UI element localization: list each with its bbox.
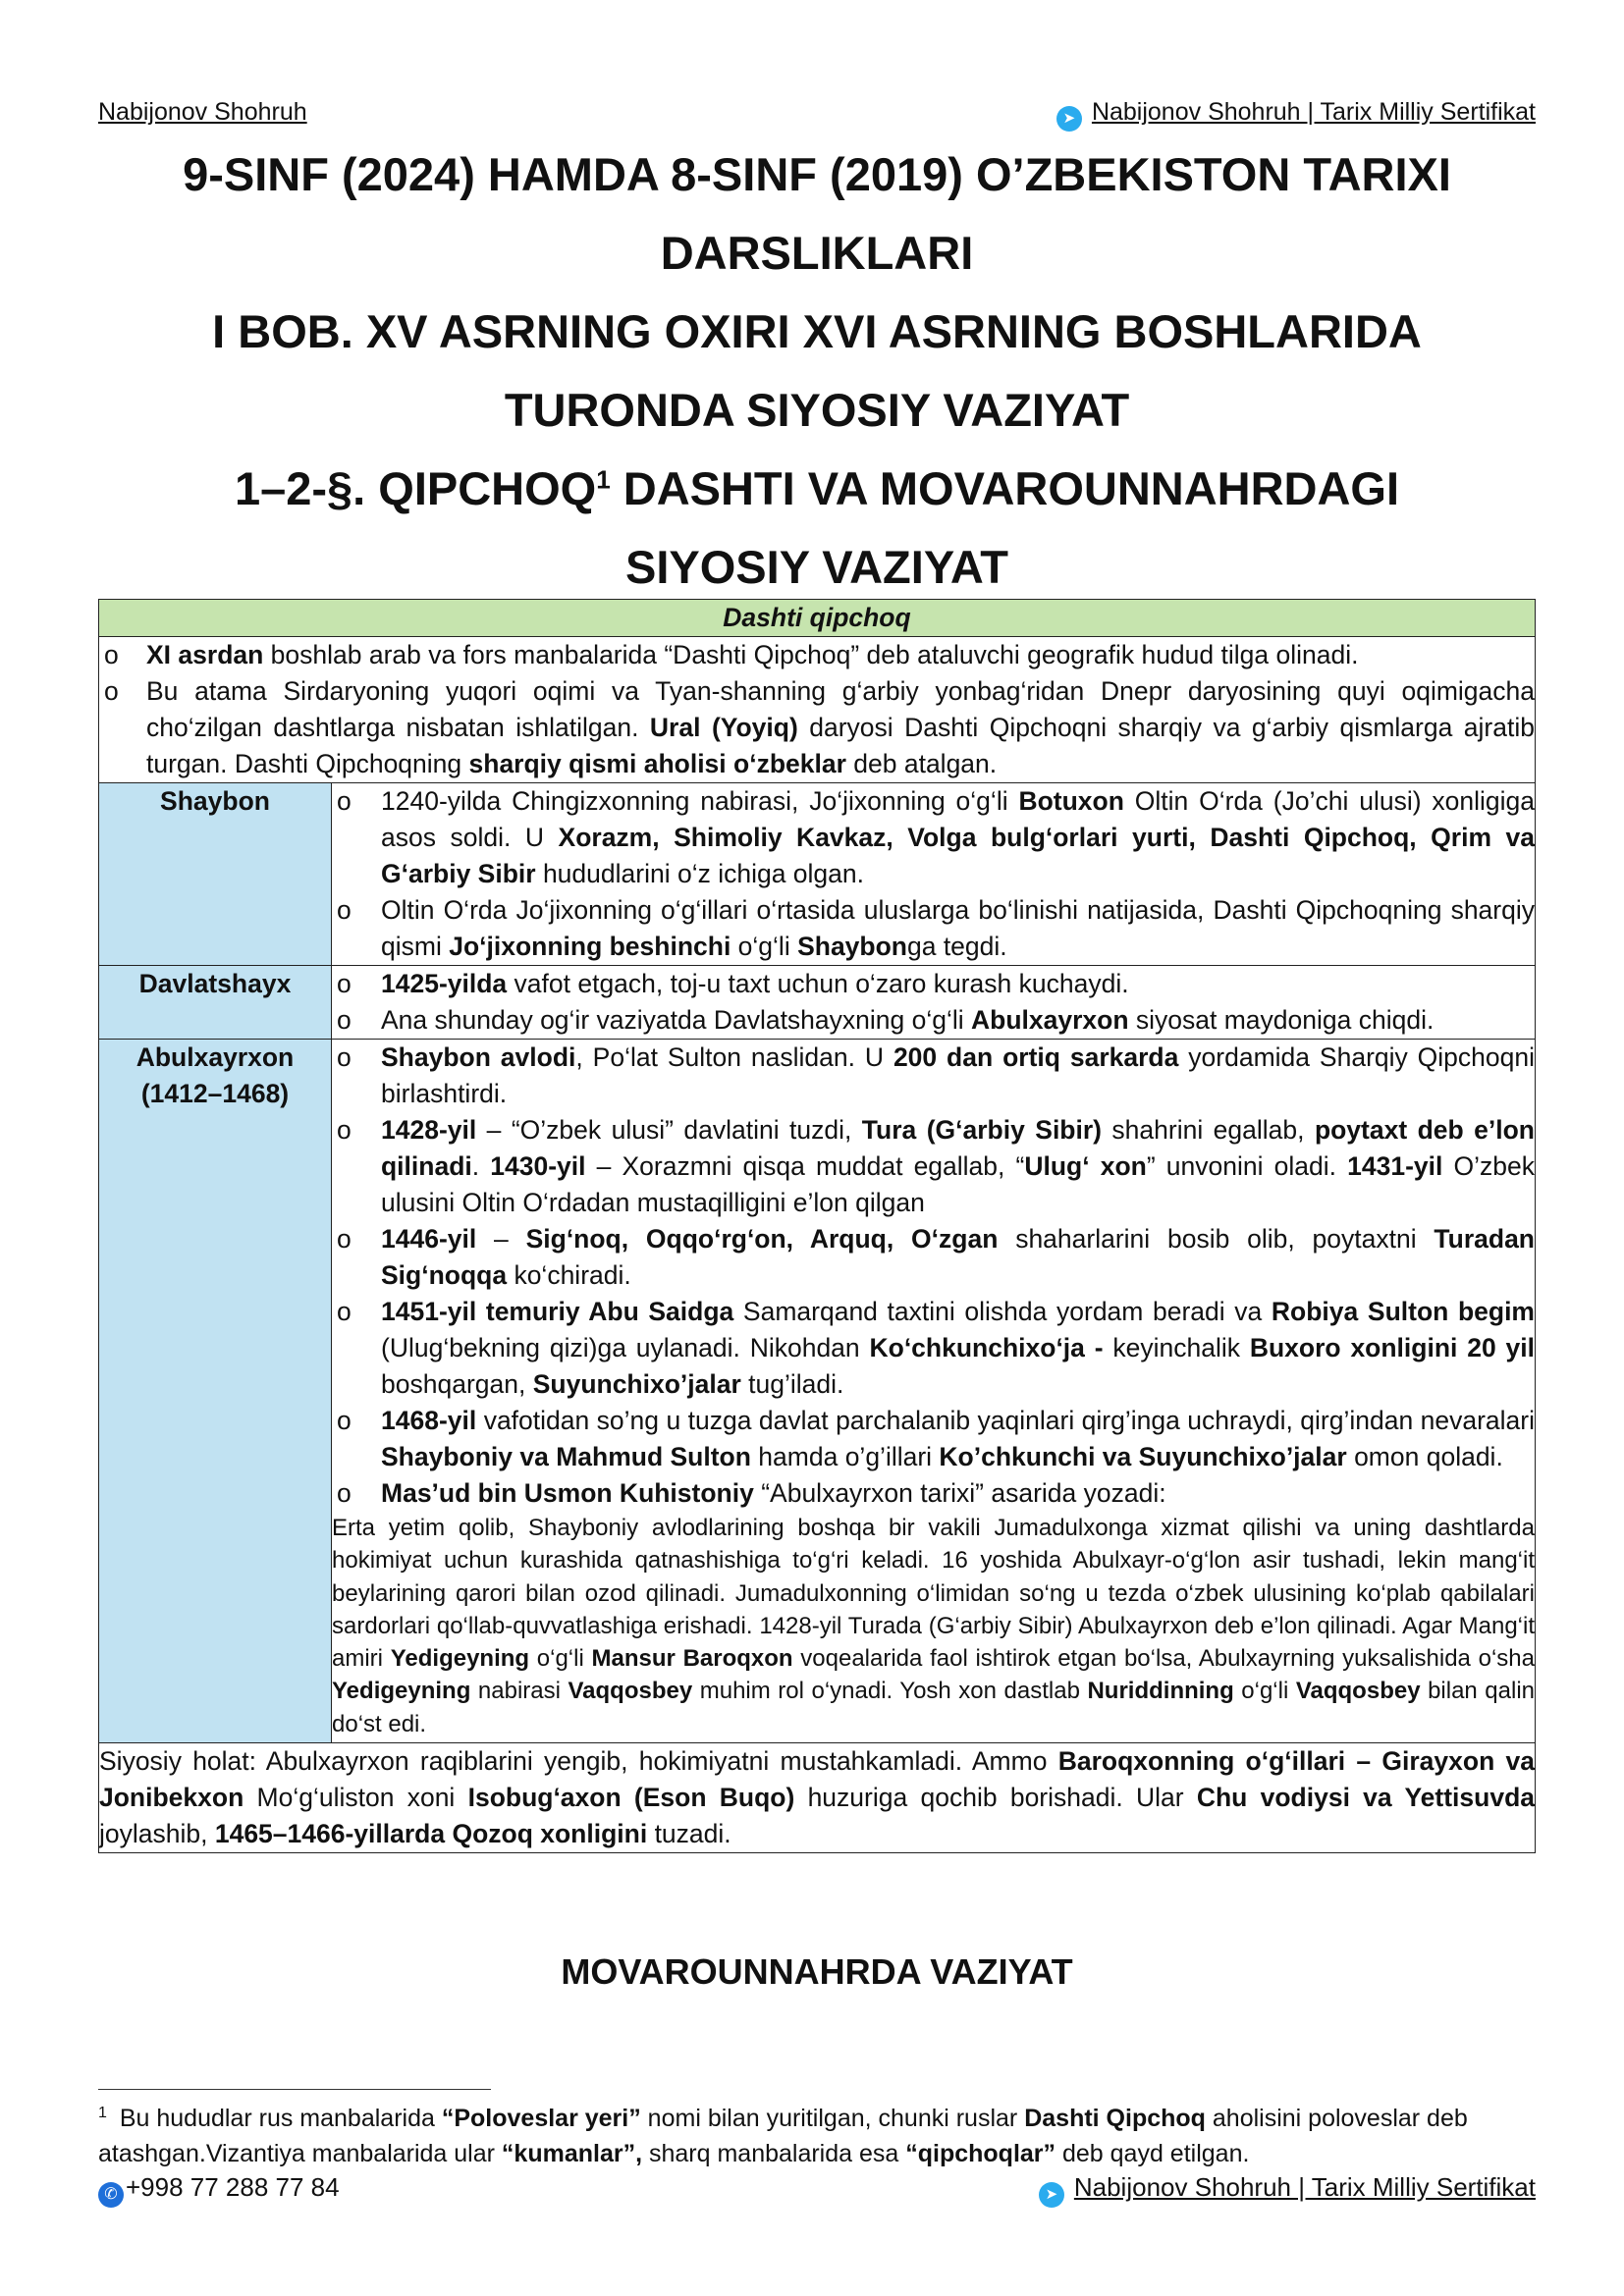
footer-phone-text[interactable]: +998 77 288 77 84 xyxy=(126,2172,340,2202)
footnote-number: 1 xyxy=(98,2104,107,2121)
abul-bullet-5: o 1468-yil vafotidan so’ng u tuzga davlat parchalanib yaqinlari qirg’inga uchraydi, qirg’indan nevaralari Shayboniy va Mahmud Sulton hamda o’g’illari Ko’chkunchi va Suyunchixo’jalar omon qoladi. xyxy=(332,1403,1535,1475)
shaybon-bullet-1: o 1240-yilda Chingizxonning nabirasi, Jo‘jixonning o‘g‘li Botuxon Oltin O‘rda (Jo’chi ulusi) xonligiga asos soldi. U Xorazm, Shimoliy Kavkaz, Volga bulg‘orlari yurti, Dashti Qipchoq, Qrim va G‘arbiy Sibir hududlarini o‘z ichiga olgan. xyxy=(332,783,1535,892)
label-shaybon: Shaybon xyxy=(99,783,332,966)
abul-years: (1412–1468) xyxy=(140,1079,290,1108)
header-author[interactable]: Nabijonov Shohruh xyxy=(98,98,307,126)
label-davlatshayx: Davlatshayx xyxy=(99,966,332,1040)
content-table xyxy=(98,599,1536,1853)
page-footer xyxy=(98,2172,1536,2206)
davlat-bullet-2: o Ana shunday og‘ir vaziyatda Davlatshayxning o‘g‘li Abulxayrxon siyosat maydoniga chiqdi. xyxy=(332,1002,1535,1039)
title-line-3: I BOB. XV ASRNING OXIRI XVI ASRNING BOSHLARIDA xyxy=(212,305,1422,357)
footer-channel-link[interactable] xyxy=(1039,2172,1536,2208)
shaybon-bullet-2: o Oltin O‘rda Jo‘jixonning o‘g‘illari o‘rtasida uluslarga bo‘linishi natijasida, Dashti Qipchoqning sharqiy qismi Jo‘jixonning beshinchi o‘g‘li Shaybonga tegdi. xyxy=(332,892,1535,965)
title-line-1: 9-SINF (2024) HAMDA 8-SINF (2019) O’ZBEKISTON TARIXI xyxy=(183,148,1451,200)
page-header xyxy=(98,98,1536,132)
table-heading: Dashti qipchoq xyxy=(99,600,1536,637)
content-abulxayrxon xyxy=(332,1040,1536,1743)
title-line-5 xyxy=(98,450,1536,528)
title-line-6: SIYOSIY VAZIYAT xyxy=(624,541,1009,593)
header-channel-link[interactable] xyxy=(1056,98,1536,132)
section-subtitle: MOVAROUNNAHRDA VAZIYAT xyxy=(561,1951,1073,1992)
abul-bullet-6: o Mas’ud bin Usmon Kuhistoniy “Abulxayrxon tarixi” asarida yozadi: xyxy=(332,1475,1535,1512)
abul-bullet-3: o 1446-yil – Sig‘noq, Oqqo‘rg‘on, Arquq, O‘zgan shaharlarini bosib olib, poytaxtni Turadan Sig‘noqqa ko‘chiradi. xyxy=(332,1221,1535,1294)
title-line-2: DARSLIKLARI xyxy=(660,227,974,279)
label-abulxayrxon xyxy=(99,1040,332,1743)
phone-icon: ✆ xyxy=(98,2182,124,2208)
intro-cell xyxy=(99,637,1536,783)
political-situation: Siyosiy holat: Abulxayrxon raqiblarini yengib, hokimiyatni mustahkamladi. Ammo Baroqxonning o‘g‘illari – Girayxon va Jonibekxon Mo‘g‘uliston xoni Isobug‘axon (Eson Buqo) huzuriga qochib borishadi. Ular Chu vodiysi va Yettisuvda joylashib, 1465–1466-yillarda Qozoq xonligini tuzadi. xyxy=(99,1743,1536,1853)
telegram-icon: ➤ xyxy=(1039,2182,1064,2208)
footnote-divider xyxy=(98,2089,491,2090)
content-shaybon xyxy=(332,783,1536,966)
quote-passage: Erta yetim qolib, Shayboniy avlodlarining boshqa bir vakili Jumadulxonga xizmat qilishi va uning dashtlarda hokimiyat uchun kurashida qatnashishiga to‘g‘ri keladi. 16 yoshida Abulxayr-o‘g‘lon asir tushadi, lekin mang‘it beylarining qarori bilan ozod qilinadi. Jumadulxonning o‘limidan so‘ng u tezda o‘zbek ulusining ko‘plab qabilalari sardorlari qo‘llab-quvvatlashiga erishadi. 1428-yil Turada (G‘arbiy Sibir) Abulxayrxon deb e’lon qilinadi. Agar Mang‘it amiri Yedigeyning o‘g‘li Mansur Baroqxon voqealarida faol ishtirok etgan bo‘lsa, Abulxayrning yuksalishida o‘sha Yedigeyning nabirasi Vaqqosbey muhim rol o‘ynadi. Yosh xon dastlab Nuriddinning o‘g‘li Vaqqosbey bilan qalin do‘st edi. xyxy=(332,1515,1536,1737)
intro-bullet-1: o XI asrdan boshlab arab va fors manbalarida “Dashti Qipchoq” deb ataluvchi geografik hudud tilga olinadi. xyxy=(99,637,1535,673)
page-titles xyxy=(98,135,1536,607)
footer-phone[interactable] xyxy=(98,2172,340,2208)
davlat-bullet-1: o 1425-yilda vafot etgach, toj-u taxt uchun o‘zaro kurash kuchaydi. xyxy=(332,966,1535,1002)
abul-bullet-4: o 1451-yil temuriy Abu Saidga Samarqand taxtini olishda yordam beradi va Robiya Sulton begim (Ulug‘bekning qizi)ga uylanadi. Nikohdan Ko‘chkunchixo‘ja - keyinchalik Buxoro xonligini 20 yil boshqargan, Suyunchixo’jalar tug’iladi. xyxy=(332,1294,1535,1403)
abul-bullet-2: o 1428-yil – “O’zbek ulusi” davlatini tuzdi, Tura (G‘arbiy Sibir) shahrini egallab, poytaxt deb e’lon qilinadi. 1430-yil – Xorazmni qisqa muddat egallab, “Ulug‘ xon” unvonini oladi. 1431-yil O’zbek ulusini Oltin O‘rdadan mustaqilligini e’lon qilgan xyxy=(332,1112,1535,1221)
title-5-post: DASHTI VA MOVAROUNNAHRDAGI xyxy=(610,462,1400,514)
header-channel-text[interactable]: Nabijonov Shohruh | Tarix Milliy Sertifikat xyxy=(1091,98,1536,126)
footer-channel-text[interactable]: Nabijonov Shohruh | Tarix Milliy Sertifikat xyxy=(1073,2172,1536,2202)
telegram-icon: ➤ xyxy=(1056,106,1082,132)
title-line-4: TURONDA SIYOSIY VAZIYAT xyxy=(504,384,1130,436)
title-5-pre: 1–2-§. QIPCHOQ xyxy=(234,462,597,514)
abul-bullet-1: o Shaybon avlodi, Po‘lat Sulton naslidan. U 200 dan ortiq sarkarda yordamida Sharqiy Qipchoqni birlashtirdi. xyxy=(332,1040,1535,1112)
content-davlatshayx xyxy=(332,966,1536,1040)
footnote-ref[interactable]: 1 xyxy=(596,464,611,495)
footnote: $^1$ Bu hududlar rus manbalarida “Poloveslar yeri” nomi bilan yuritilgan, chunki ruslar Dashti Qipchoq aholisini poloveslar deb atashgan.Vizantiya manbalarida ular “kumanlar”, sharq manbalarida esa “qipchoqlar” deb qayd etilgan. xyxy=(98,2104,1468,2167)
intro-bullet-2: o Bu atama Sirdaryoning yuqori oqimi va Tyan-shanning g‘arbiy yonbag‘ridan Dnepr daryosining quyi oqimigacha cho‘zilgan dashtlarga nisbatan ishlatilgan. Ural (Yoyiq) daryosi Dashti Qipchoqni sharqiy va g‘arbiy qismlarga ajratib turgan. Dashti Qipchoqning sharqiy qismi aholisi o‘zbeklar deb atalgan. xyxy=(99,673,1535,782)
abul-name: Abulxayrxon xyxy=(135,1042,295,1072)
